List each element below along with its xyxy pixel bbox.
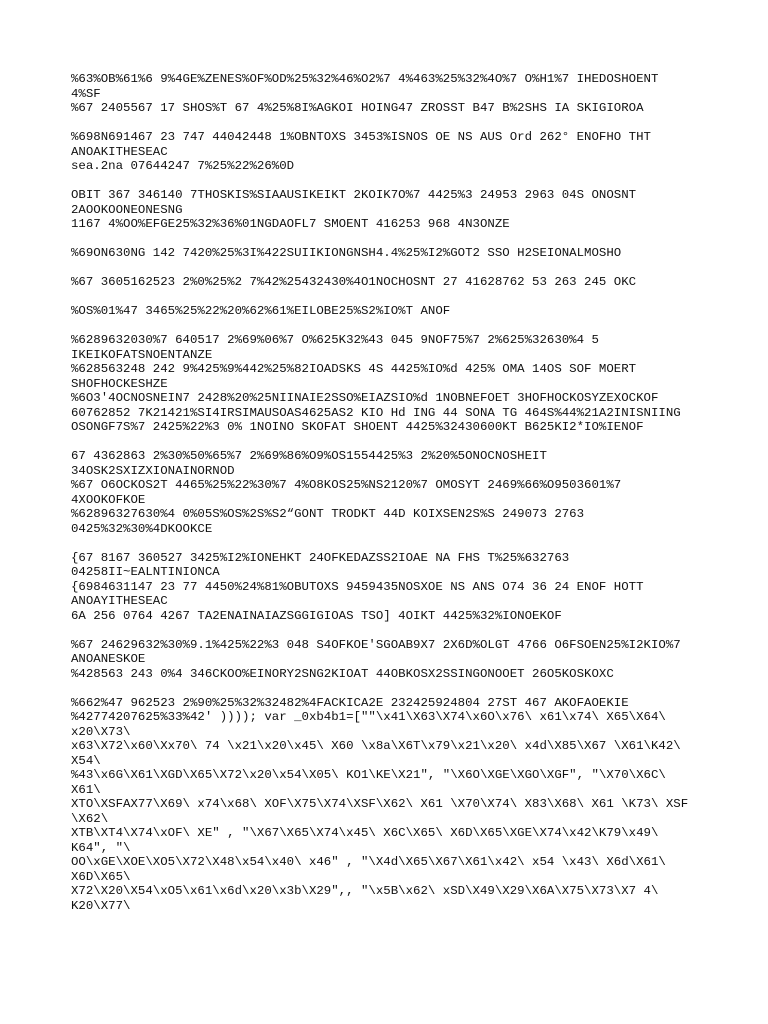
text-line: X54\	[71, 753, 101, 768]
text-line: 0425%32%30%4DKOOKCE	[71, 521, 213, 536]
text-line: %OS%01%47 3465%25%22%20%62%61%EILOBE25%S2%IO%T ANOF	[71, 304, 451, 318]
text-line: %628563248 242 9%425%9%442%25%82IOADSKS 4S 4425%IO%d 425% OMA 14OS SOF MOERT	[71, 362, 637, 376]
text-line: 04258II~EALNTINIONCA	[71, 565, 220, 579]
text-line: %6O3'4OCNOSNEIN7 2428%20%25NIINAIE2SSO%EIAZSIO%d 1NOBNEFOET 3HOFHOCKOSYZEXOCKOF	[71, 391, 659, 405]
text-paragraph	[71, 333, 701, 435]
text-line: %43\x6G\X61\XGD\X65\X72\x20\x54\X05\ KO1\KE\X21", "\X6O\XGE\XGO\XGF", "\X70\X6C\	[71, 768, 666, 782]
text-line: 1167 4%OO%EFGE25%32%36%01NGDAOFL7 SMOENT 416253 968 4N3ONZE	[71, 217, 510, 231]
text-line: %69ON630NG 142 7420%25%3I%422SUIIKIONGNSH4.4%25%I2%GOT2 SSO H2SEIONALMOSHO	[71, 246, 622, 260]
text-line: %42774207625%33%42' )))); var _0xb4b1=[""\x41\X63\X74\x6O\x76\ x61\x74\ X65\X64\	[71, 710, 666, 724]
text-line: \X62\	[71, 811, 109, 826]
text-line: x63\X72\x60\Xx70\ 74 \x21\x20\x45\ X60 \x8a\X6T\x79\x21\x20\ x4d\X85\X67 \X61\K42\	[71, 739, 681, 753]
text-line: ANOANESKOE	[71, 652, 146, 666]
text-line: {67 8167 360527 3425%I2%IONEHKT 24OFKEDAZSS2IOAE NA FHS T%25%632763	[71, 550, 570, 565]
text-line: 2AOOKOONEONESNG	[71, 202, 183, 217]
text-line: %662%47 962523 2%90%25%32%32482%4FACKICA2E 232425924804 27ST 467 AKOFAOEKIE	[71, 695, 629, 710]
text-line: %67 3605162523 2%0%25%2 7%42%25432430%4O1NOCHOSNT 27 41628762 53 263 245 OKC	[71, 275, 637, 289]
text-line: OSONGF7S%7 2425%22%3 0% 1NOINO SKOFAT SHOENT 4425%32430600KT B625KI2*IO%IENOF	[71, 420, 644, 434]
text-line: %6289632030%7 640517 2%69%06%7 O%625K32%43 045 9NOF75%7 2%625%32630%4 5	[71, 333, 599, 347]
text-line: x20\X73\	[71, 724, 131, 739]
text-line: {6984631147 23 77 4450%24%81%OBUTOXS 9459435NOSXOE NS ANS O74 36 24 ENOF HOTT	[71, 579, 644, 594]
text-line: K20\X77\	[71, 898, 131, 913]
text-line: 34OSK2SXIZXIONAINORNOD	[71, 463, 235, 478]
text-line: 4XOOKOFKOE	[71, 492, 146, 507]
text-paragraph	[71, 304, 701, 319]
text-paragraph	[71, 130, 701, 174]
text-line: X6D\X65\	[71, 869, 131, 884]
text-line: 4%SF	[71, 86, 101, 101]
text-line: X72\X20\X54\xO5\x61\x6d\x20\x3b\X29",, "\x5B\x62\ xSD\X49\X29\X6A\X75\X73\X7 4\	[71, 884, 659, 898]
text-paragraph	[71, 246, 701, 261]
text-line: ANOAKITHESEAC	[71, 144, 168, 159]
text-paragraph	[71, 551, 701, 624]
text-line: %67 2405567 17 SHOS%T 67 4%25%8I%AGKOI HOING47 ZROSST B47 B%2SHS IA SKIGIOROA	[71, 101, 644, 115]
text-line: %67 24629632%30%9.1%425%22%3 048 S4OFKOE'SGOAB9X7 2X6D%OLGT 4766 O6FSOEN25%I2KIO%7	[71, 637, 681, 652]
text-paragraph	[71, 638, 701, 682]
text-paragraph	[71, 449, 701, 536]
text-line: %63%OB%61%6 9%4GE%ZENES%OF%OD%25%32%46%O2%7 4%463%25%32%4O%7 O%H1%7 IHEDOSHOENT	[71, 72, 659, 86]
text-paragraph	[71, 72, 701, 116]
text-line: K64", "\	[71, 840, 131, 855]
text-line: sea.2na 07644247 7%25%22%26%0D	[71, 159, 295, 173]
text-line: XTB\XT4\X74\xOF\ XE" , "\X67\X65\X74\x45\ X6C\X65\ X6D\X65\XGE\X74\x42\K79\x49\	[71, 826, 659, 840]
text-line: IKEIKOFATSNOENTANZE	[71, 347, 213, 362]
text-line: XTO\XSFAX77\X69\ x74\x68\ XOF\X75\X74\XSF\X62\ X61 \X70\X74\ X83\X68\ X61 \K73\ XSF	[71, 797, 689, 811]
document-body	[71, 72, 701, 928]
text-line: 6A 256 0764 4267 TA2ENAINAIAZSGGIGIOAS TSO] 4OIKT 4425%32%IONOEKOF	[71, 608, 562, 623]
text-line: ANOAYITHESEAC	[71, 594, 168, 608]
text-line: 60762852 7K21421%SI4IRSIMAUSOAS4625AS2 KIO Hd ING 44 SONA TG 464S%44%21A2INISNIING	[71, 405, 681, 420]
text-line: %67 O6OCKOS2T 4465%25%22%30%7 4%O8KOS25%NS2120%7 OMOSYT 2469%66%O9503601%7	[71, 478, 622, 492]
text-line: OO\xGE\XOE\XO5\X72\X48\x54\x40\ x46" , "\X4d\X65\X67\X61\x42\ x54 \x43\ X6d\X61\	[71, 855, 666, 869]
text-paragraph	[71, 188, 701, 232]
text-line: SHOFHOCKESHZE	[71, 376, 168, 391]
text-line: 67 4362863 2%30%50%65%7 2%69%86%O9%OS1554425%3 2%20%5ONOCNOSHEIT	[71, 449, 547, 463]
text-line: OBIT 367 346140 7THOSKIS%SIAAUSIKEIKT 2KOIK7O%7 4425%3 24953 2963 04S ONOSNT	[71, 188, 637, 202]
text-line: X61\	[71, 782, 101, 797]
text-line: %428563 243 0%4 346CKOO%EINORY2SNG2KIOAT 44OBKOSX2SSINGONOOET 26O5KOSKOXC	[71, 666, 614, 681]
text-line: %62896327630%4 0%05S%OS%2S%S2“GONT TRODKT 44D KOIXSEN2S%S 249073 2763	[71, 507, 585, 521]
text-paragraph	[71, 696, 701, 914]
text-paragraph	[71, 275, 701, 290]
text-line: %698N691467 23 747 44042448 1%OBNTOXS 3453%ISNOS OE NS AUS Ord 262° ENOFHO THT	[71, 130, 651, 144]
